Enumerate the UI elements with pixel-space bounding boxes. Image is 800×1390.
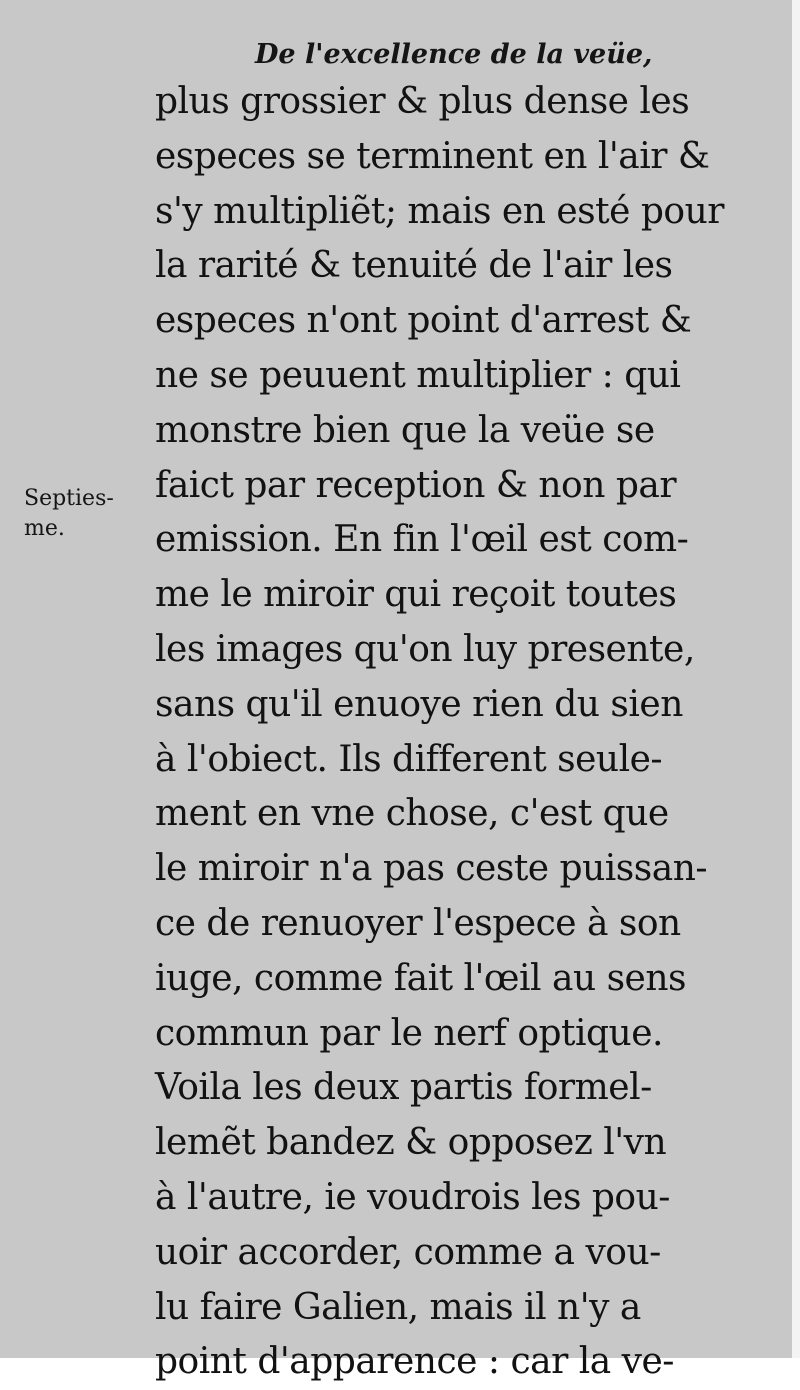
margin-note-line: Septies- bbox=[24, 486, 114, 511]
text-line: plus grossier & plus dense les bbox=[155, 81, 690, 122]
running-head: De l'excellence de la veüe, bbox=[255, 39, 653, 70]
text-line: la rarité & tenuité de l'air les bbox=[155, 245, 673, 287]
text-line: monstre bien que la veüe se bbox=[155, 409, 655, 451]
text-line: sans qu'il enuoye rien du sien bbox=[155, 683, 683, 725]
text-line: Voila les deux partis formel- bbox=[155, 1067, 652, 1109]
margin-note bbox=[24, 484, 144, 544]
text-line: lu faire Galien, mais il n'y a bbox=[155, 1286, 641, 1328]
text-line: lemẽt bandez & opposez l'vn bbox=[155, 1122, 667, 1164]
text-line: emission. En fin l'œil est com- bbox=[155, 519, 689, 561]
page-edge bbox=[792, 0, 800, 1358]
text-line: à l'obiect. Ils different seule- bbox=[155, 738, 663, 780]
text-line: faict par reception & non par bbox=[155, 464, 677, 506]
text-line: les images qu'on luy presente, bbox=[155, 628, 695, 670]
text-line: ce de renuoyer l'espece à son bbox=[155, 902, 681, 944]
text-line: le miroir n'a pas ceste puissan- bbox=[155, 848, 708, 890]
text-line: uoir accorder, comme a vou- bbox=[155, 1231, 661, 1273]
text-line: à l'autre, ie voudrois les pou- bbox=[155, 1176, 670, 1218]
text-line: ne se peuuent multiplier : qui bbox=[155, 354, 681, 396]
text-line: iuge, comme fait l'œil au sens bbox=[155, 957, 687, 999]
text-line: s'y multipliẽt; mais en esté pour bbox=[155, 190, 724, 232]
text-line: me le miroir qui reçoit toutes bbox=[155, 574, 677, 616]
text-line: especes n'ont point d'arrest & bbox=[155, 300, 692, 342]
text-line: ment en vne chose, c'est que bbox=[155, 793, 669, 835]
text-line: point d'apparence : car la ve- bbox=[155, 1341, 674, 1383]
text-line: commun par le nerf optique. bbox=[155, 1012, 663, 1054]
margin-note-line: me. bbox=[24, 516, 65, 541]
body-text bbox=[155, 75, 755, 1390]
text-line: especes se terminent en l'air & bbox=[155, 135, 710, 177]
